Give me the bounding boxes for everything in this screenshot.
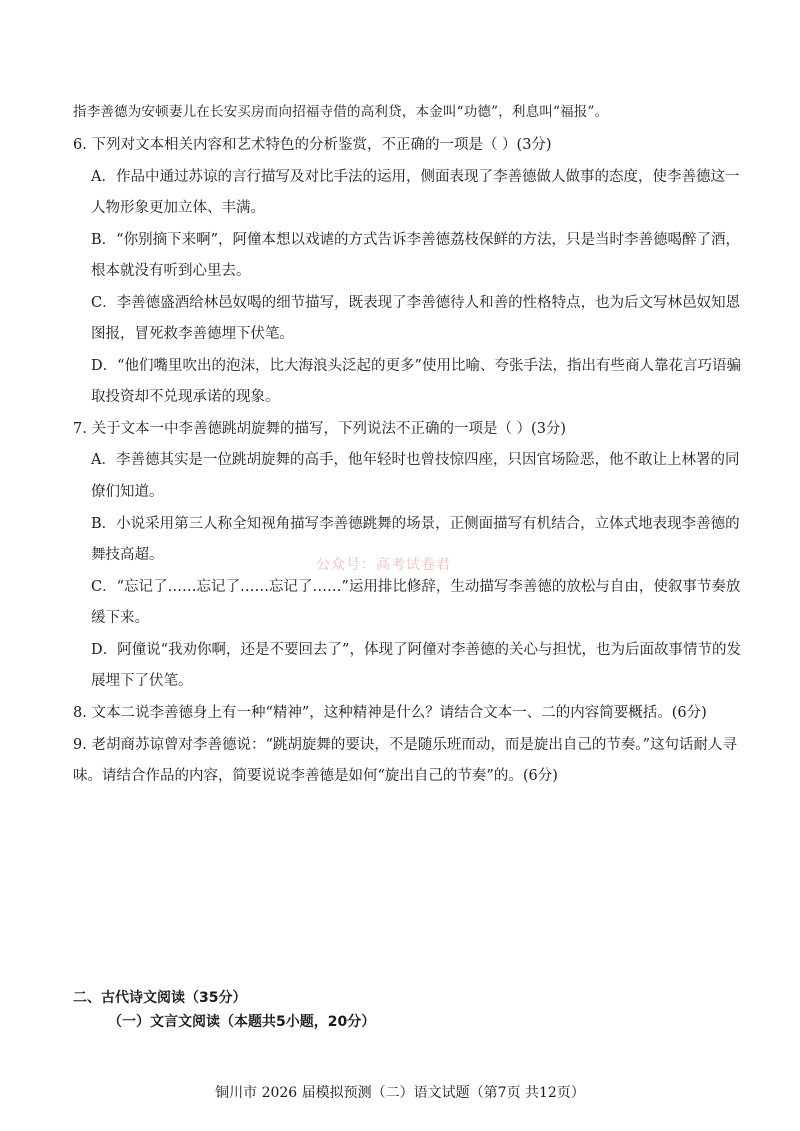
question-7-option-b: B．小说采用第三人称全知视角描写李善德跳舞的场景，正侧面描写有机结合，立体式地表现李善德的 <box>91 516 740 532</box>
footnote-text: 指李善德为安顿妻儿在长安买房而向招福寺借的高利贷，本金叫“功德”，利息叫“福报”。 <box>73 104 609 120</box>
question-6-option-a: A．作品中通过苏谅的言行描写及对比手法的运用，侧面表现了李善德做人做事的态度，使李善德这一 <box>91 169 740 185</box>
question-7-option-a: A．李善德其实是一位跳胡旋舞的高手，他年轻时也曾技惊四座，只因官场险恶，他不敢让上林署的同 <box>91 452 740 468</box>
question-9-stem-cont: 味。请结合作品的内容，简要说说李善德是如何“旋出自己的节奏”的。(6分) <box>73 768 558 784</box>
question-6-option-b-cont: 根本就没有听到心里去。 <box>91 263 251 279</box>
question-7-option-c: C．“忘记了……忘记了……忘记了……”运用排比修辞，生动描写李善德的放松与自由，使叙事节奏放 <box>91 579 741 595</box>
question-6-option-a-cont: 人物形象更加立体、丰满。 <box>91 200 265 216</box>
question-9-stem: 9. 老胡商苏谅曾对李善德说：“跳胡旋舞的要诀，不是随乐班而动，而是旋出自己的节奏。”这句话耐人寻 <box>73 737 738 753</box>
question-7-option-a-cont: 僚们知道。 <box>91 484 164 500</box>
question-6-option-b: B．“你别摘下来啊”，阿僮本想以戏谑的方式告诉李善德荔枝保鲜的方法，只是当时李善德喝醉了酒， <box>91 232 740 248</box>
question-6-option-c: C．李善德盛酒给林邑奴喝的细节描写，既表现了李善德待人和善的性格特点，也为后文写林邑奴知恩 <box>91 295 741 311</box>
question-8-stem: 8. 文本二说李善德身上有一种“精神”，这种精神是什么？请结合文本一、二的内容简要概括。(6分) <box>73 705 707 721</box>
question-7-option-b-cont: 舞技高超。 <box>91 547 164 563</box>
question-6-option-d: D．“他们嘴里吹出的泡沫，比大海浪头泛起的更多”使用比喻、夸张手法，指出有些商人靠花言巧语骗 <box>91 358 741 374</box>
question-7-stem: 7. 关于文本一中李善德跳胡旋舞的描写，下列说法不正确的一项是（ ）(3分) <box>73 421 567 437</box>
question-7-option-d: D．阿僮说“我劝你啊，还是不要回去了”，体现了阿僮对李善德的关心与担忧，也为后面故事情节的发 <box>91 642 741 658</box>
page-footer: 铜川市 2026 届模拟预测（二）语文试题（第7页 共12页） <box>215 1085 585 1101</box>
question-6-option-d-cont: 取投资却不兑现承诺的现象。 <box>91 389 280 405</box>
watermark-text: 公众号：高考试卷君 <box>316 557 451 573</box>
subsection-heading: （一）文言文阅读（本题共5小题，20分） <box>108 1014 376 1030</box>
section-heading: 二、古代诗文阅读（35分） <box>73 990 247 1006</box>
question-7-option-d-cont: 展埋下了伏笔。 <box>91 673 193 689</box>
question-6-stem: 6. 下列对文本相关内容和艺术特色的分析鉴赏，不正确的一项是（ ）(3分) <box>73 137 552 153</box>
question-6-option-c-cont: 图报，冒死救李善德埋下伏笔。 <box>91 326 294 342</box>
question-7-option-c-cont: 缓下来。 <box>91 610 149 626</box>
